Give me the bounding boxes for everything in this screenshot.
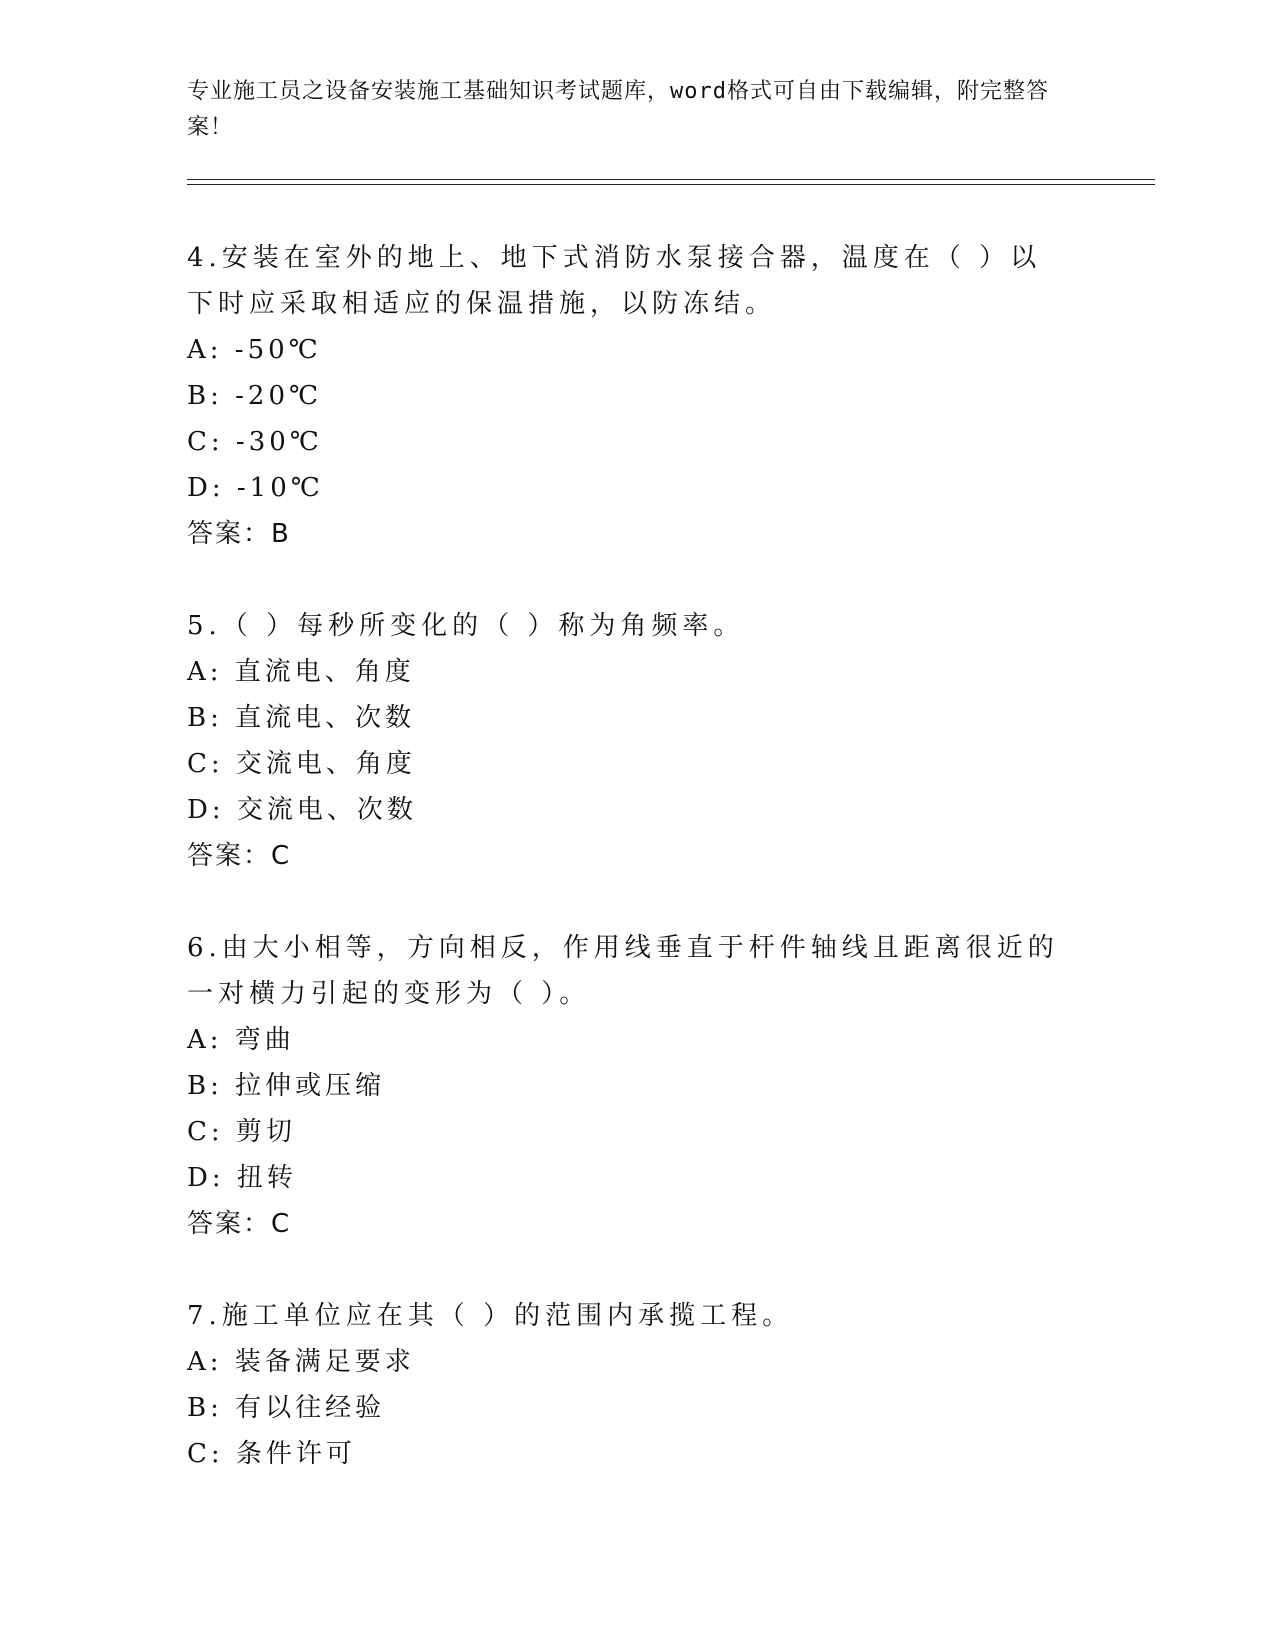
option-d: D: 交流电、次数	[187, 795, 417, 825]
option-b: B: 直流电、次数	[187, 703, 416, 733]
answer-line: 答案：C	[187, 841, 292, 871]
option-c: C: 剪切	[187, 1117, 296, 1147]
option-a: A: 弯曲	[187, 1025, 295, 1055]
question-stem: 5.（ ）每秒所变化的（ ）称为角频率。	[187, 611, 745, 641]
question-5	[187, 603, 1087, 879]
header-divider-bottom	[187, 184, 1155, 185]
question-stem: 7.施工单位应在其（ ）的范围内承揽工程。	[187, 1301, 794, 1331]
option-b: B: 有以往经验	[187, 1393, 386, 1423]
option-d: D: -10℃	[187, 473, 324, 503]
question-4	[187, 235, 1087, 557]
question-stem: 4.安装在室外的地上、地下式消防水泵接合器，温度在（ ）以下时应采取相适应的保温措施，以防冻结。	[187, 243, 1042, 319]
answer-line: 答案：C	[187, 1209, 292, 1239]
option-a: A: 装备满足要求	[187, 1347, 415, 1377]
option-a: A: 直流电、角度	[187, 657, 415, 687]
header-divider-top	[187, 179, 1155, 180]
answer-line: 答案：B	[187, 519, 291, 549]
option-a: A: -50℃	[187, 335, 322, 365]
option-c: C: 条件许可	[187, 1439, 356, 1469]
document-header: 专业施工员之设备安装施工基础知识考试题库，word格式可自由下载编辑，附完整答案！	[187, 79, 1049, 140]
option-b: B: -20℃	[187, 381, 323, 411]
option-c: C: -30℃	[187, 427, 323, 457]
question-stem: 6.由大小相等，方向相反，作用线垂直于杆件轴线且距离很近的一对横力引起的变形为（ ）。	[187, 933, 1059, 1009]
option-c: C: 交流电、角度	[187, 749, 416, 779]
option-d: D: 扭转	[187, 1163, 297, 1193]
question-list	[187, 235, 1087, 1523]
question-6	[187, 925, 1087, 1247]
option-b: B: 拉伸或压缩	[187, 1071, 386, 1101]
question-7	[187, 1293, 1087, 1477]
